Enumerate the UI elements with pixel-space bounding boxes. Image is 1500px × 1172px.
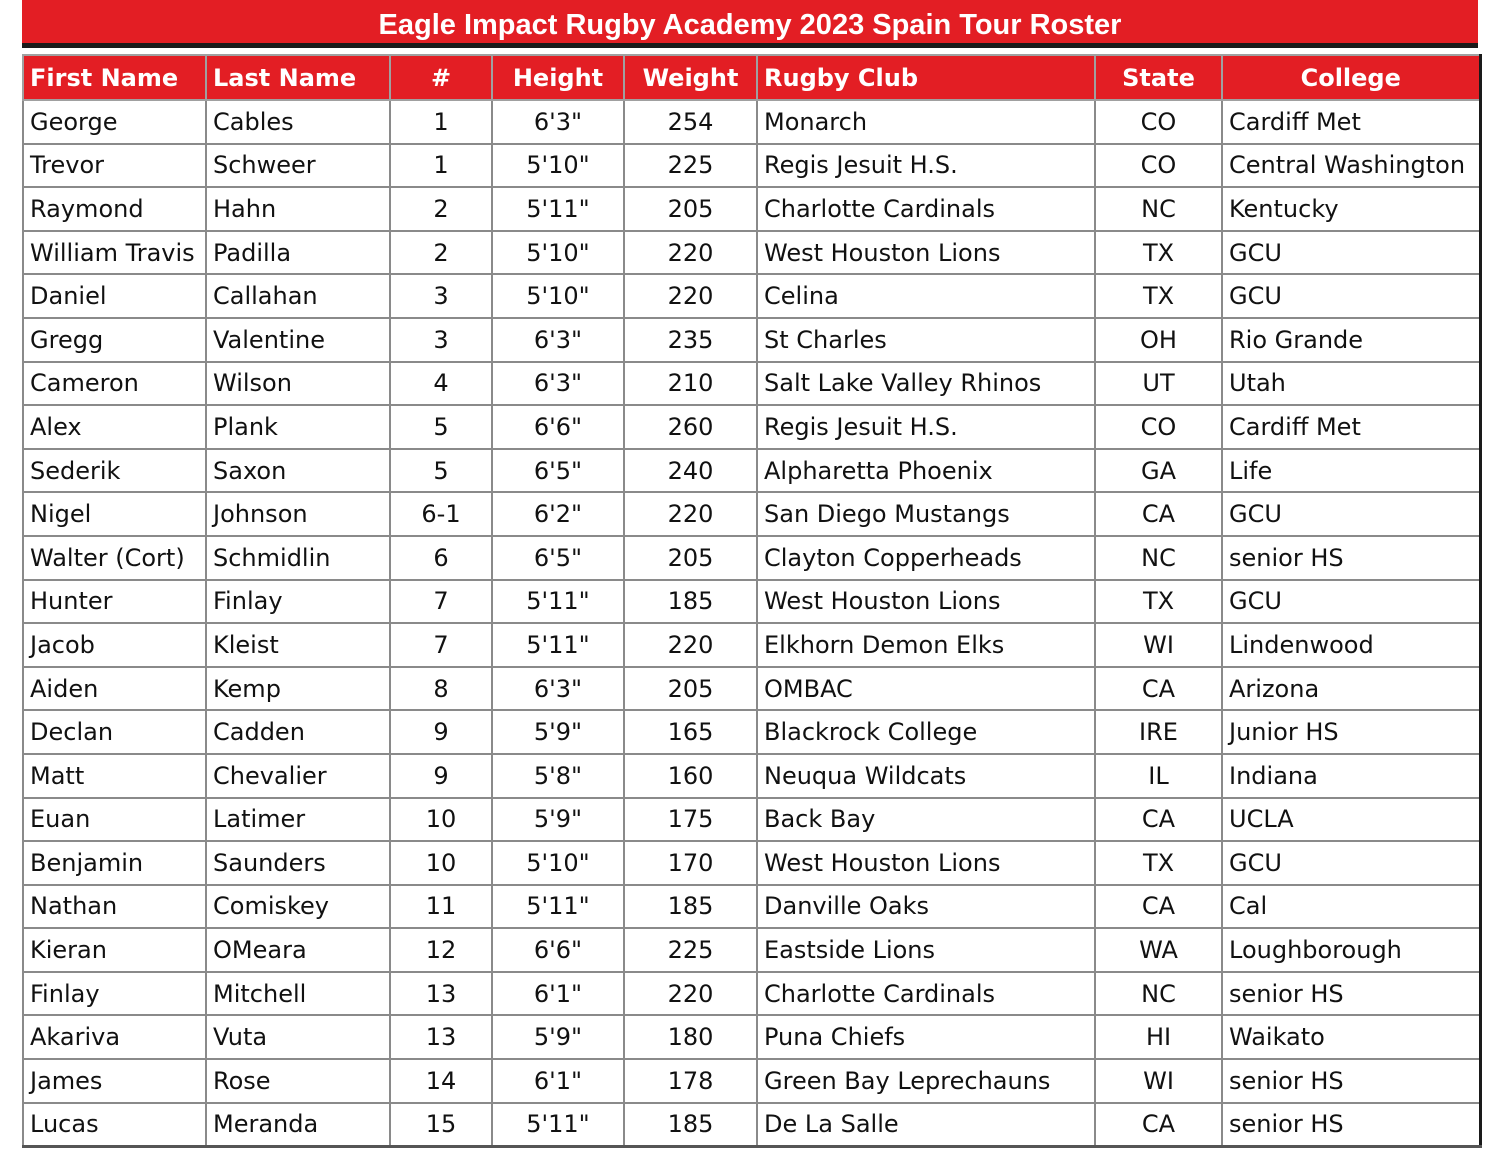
cell-first-name: Euan [23, 798, 206, 842]
cell-weight: 170 [624, 841, 757, 885]
roster-table [22, 54, 1482, 1148]
cell-college: Rio Grande [1222, 318, 1480, 362]
cell-state: TX [1095, 580, 1222, 624]
cell-first-name: Kieran [23, 928, 206, 972]
cell-first-name: Benjamin [23, 841, 206, 885]
cell-height: 5'10" [492, 144, 624, 188]
header-state: State [1095, 55, 1222, 100]
cell-height: 6'5" [492, 449, 624, 493]
cell-rugby-club: West Houston Lions [757, 841, 1095, 885]
cell-height: 6'3" [492, 100, 624, 144]
cell-weight: 178 [624, 1059, 757, 1103]
cell-college: Cal [1222, 885, 1480, 929]
cell-first-name: Nigel [23, 492, 206, 536]
table-row [23, 144, 1480, 188]
cell-height: 6'1" [492, 972, 624, 1016]
cell-number: 9 [390, 710, 492, 754]
cell-weight: 220 [624, 623, 757, 667]
cell-number: 2 [390, 187, 492, 231]
cell-height: 6'2" [492, 492, 624, 536]
header-rugby-club: Rugby Club [757, 55, 1095, 100]
table-row [23, 623, 1480, 667]
cell-last-name: Hahn [206, 187, 390, 231]
cell-college: Waikato [1222, 1015, 1480, 1059]
cell-rugby-club: Puna Chiefs [757, 1015, 1095, 1059]
cell-first-name: Gregg [23, 318, 206, 362]
cell-state: CO [1095, 405, 1222, 449]
cell-last-name: Mitchell [206, 972, 390, 1016]
cell-college: senior HS [1222, 972, 1480, 1016]
cell-college: senior HS [1222, 1103, 1480, 1147]
cell-college: Arizona [1222, 667, 1480, 711]
cell-number: 13 [390, 1015, 492, 1059]
cell-number: 6 [390, 536, 492, 580]
cell-weight: 205 [624, 187, 757, 231]
cell-number: 14 [390, 1059, 492, 1103]
cell-first-name: George [23, 100, 206, 144]
cell-last-name: Padilla [206, 231, 390, 275]
table-row [23, 841, 1480, 885]
table-row [23, 972, 1480, 1016]
cell-weight: 220 [624, 972, 757, 1016]
cell-state: GA [1095, 449, 1222, 493]
cell-college: GCU [1222, 231, 1480, 275]
cell-college: Lindenwood [1222, 623, 1480, 667]
header-number: # [390, 55, 492, 100]
cell-weight: 205 [624, 536, 757, 580]
cell-first-name: James [23, 1059, 206, 1103]
cell-weight: 185 [624, 580, 757, 624]
cell-rugby-club: San Diego Mustangs [757, 492, 1095, 536]
cell-height: 6'6" [492, 405, 624, 449]
cell-number: 3 [390, 318, 492, 362]
cell-last-name: Comiskey [206, 885, 390, 929]
header-last-name: Last Name [206, 55, 390, 100]
cell-rugby-club: Neuqua Wildcats [757, 754, 1095, 798]
table-row [23, 231, 1480, 275]
cell-weight: 185 [624, 885, 757, 929]
cell-state: UT [1095, 362, 1222, 406]
cell-number: 7 [390, 623, 492, 667]
cell-rugby-club: Blackrock College [757, 710, 1095, 754]
cell-college: Life [1222, 449, 1480, 493]
cell-state: CA [1095, 798, 1222, 842]
cell-state: IRE [1095, 710, 1222, 754]
cell-state: WI [1095, 1059, 1222, 1103]
cell-college: Cardiff Met [1222, 100, 1480, 144]
cell-state: CO [1095, 144, 1222, 188]
cell-college: Loughborough [1222, 928, 1480, 972]
cell-first-name: Declan [23, 710, 206, 754]
cell-weight: 220 [624, 492, 757, 536]
header-row [23, 55, 1480, 100]
cell-state: HI [1095, 1015, 1222, 1059]
cell-number: 11 [390, 885, 492, 929]
cell-number: 1 [390, 100, 492, 144]
cell-height: 5'10" [492, 841, 624, 885]
cell-height: 5'9" [492, 710, 624, 754]
cell-weight: 205 [624, 667, 757, 711]
cell-last-name: Chevalier [206, 754, 390, 798]
cell-weight: 260 [624, 405, 757, 449]
table-row [23, 492, 1480, 536]
cell-college: senior HS [1222, 536, 1480, 580]
cell-weight: 220 [624, 231, 757, 275]
cell-college: Cardiff Met [1222, 405, 1480, 449]
cell-height: 5'9" [492, 1015, 624, 1059]
cell-last-name: Cadden [206, 710, 390, 754]
cell-height: 5'11" [492, 623, 624, 667]
cell-number: 13 [390, 972, 492, 1016]
cell-weight: 225 [624, 928, 757, 972]
cell-rugby-club: Charlotte Cardinals [757, 187, 1095, 231]
table-row [23, 928, 1480, 972]
cell-last-name: Callahan [206, 274, 390, 318]
cell-last-name: OMeara [206, 928, 390, 972]
cell-weight: 254 [624, 100, 757, 144]
cell-rugby-club: Monarch [757, 100, 1095, 144]
cell-last-name: Plank [206, 405, 390, 449]
table-row [23, 580, 1480, 624]
header-weight: Weight [624, 55, 757, 100]
cell-state: OH [1095, 318, 1222, 362]
cell-rugby-club: Green Bay Leprechauns [757, 1059, 1095, 1103]
cell-state: IL [1095, 754, 1222, 798]
table-row [23, 362, 1480, 406]
cell-college: UCLA [1222, 798, 1480, 842]
cell-state: NC [1095, 536, 1222, 580]
cell-height: 5'10" [492, 231, 624, 275]
cell-first-name: Akariva [23, 1015, 206, 1059]
cell-height: 5'10" [492, 274, 624, 318]
cell-number: 6-1 [390, 492, 492, 536]
cell-height: 5'11" [492, 580, 624, 624]
cell-number: 4 [390, 362, 492, 406]
cell-state: CA [1095, 1103, 1222, 1147]
cell-weight: 175 [624, 798, 757, 842]
cell-state: WA [1095, 928, 1222, 972]
cell-rugby-club: Alpharetta Phoenix [757, 449, 1095, 493]
cell-last-name: Schweer [206, 144, 390, 188]
cell-first-name: William Travis [23, 231, 206, 275]
cell-height: 6'3" [492, 667, 624, 711]
cell-number: 10 [390, 798, 492, 842]
cell-last-name: Rose [206, 1059, 390, 1103]
cell-first-name: Jacob [23, 623, 206, 667]
cell-first-name: Lucas [23, 1103, 206, 1147]
cell-state: CA [1095, 667, 1222, 711]
cell-number: 10 [390, 841, 492, 885]
cell-rugby-club: Salt Lake Valley Rhinos [757, 362, 1095, 406]
cell-number: 1 [390, 144, 492, 188]
cell-college: GCU [1222, 580, 1480, 624]
cell-college: Central Washington [1222, 144, 1480, 188]
table-row [23, 667, 1480, 711]
table-row [23, 449, 1480, 493]
cell-number: 7 [390, 580, 492, 624]
cell-weight: 220 [624, 274, 757, 318]
cell-number: 9 [390, 754, 492, 798]
cell-college: GCU [1222, 841, 1480, 885]
cell-last-name: Saxon [206, 449, 390, 493]
cell-college: Kentucky [1222, 187, 1480, 231]
cell-height: 6'5" [492, 536, 624, 580]
cell-first-name: Hunter [23, 580, 206, 624]
cell-first-name: Cameron [23, 362, 206, 406]
cell-number: 8 [390, 667, 492, 711]
table-row [23, 100, 1480, 144]
cell-first-name: Matt [23, 754, 206, 798]
roster-title: Eagle Impact Rugby Academy 2023 Spain Tour Roster [22, 0, 1478, 48]
cell-last-name: Kleist [206, 623, 390, 667]
cell-weight: 210 [624, 362, 757, 406]
cell-first-name: Trevor [23, 144, 206, 188]
cell-weight: 225 [624, 144, 757, 188]
cell-rugby-club: Regis Jesuit H.S. [757, 405, 1095, 449]
cell-state: CA [1095, 492, 1222, 536]
table-row [23, 536, 1480, 580]
table-row [23, 1015, 1480, 1059]
cell-rugby-club: Celina [757, 274, 1095, 318]
cell-rugby-club: Danville Oaks [757, 885, 1095, 929]
cell-height: 5'11" [492, 885, 624, 929]
cell-last-name: Saunders [206, 841, 390, 885]
cell-state: NC [1095, 187, 1222, 231]
table-row [23, 187, 1480, 231]
cell-rugby-club: OMBAC [757, 667, 1095, 711]
cell-rugby-club: Back Bay [757, 798, 1095, 842]
cell-rugby-club: Charlotte Cardinals [757, 972, 1095, 1016]
cell-rugby-club: West Houston Lions [757, 231, 1095, 275]
cell-rugby-club: Clayton Copperheads [757, 536, 1095, 580]
table-row [23, 1103, 1480, 1147]
cell-last-name: Finlay [206, 580, 390, 624]
table-row [23, 405, 1480, 449]
cell-last-name: Johnson [206, 492, 390, 536]
cell-state: TX [1095, 274, 1222, 318]
cell-last-name: Vuta [206, 1015, 390, 1059]
table-row [23, 1059, 1480, 1103]
cell-first-name: Raymond [23, 187, 206, 231]
cell-rugby-club: De La Salle [757, 1103, 1095, 1147]
cell-weight: 160 [624, 754, 757, 798]
cell-height: 6'6" [492, 928, 624, 972]
cell-height: 5'8" [492, 754, 624, 798]
cell-first-name: Daniel [23, 274, 206, 318]
cell-height: 5'11" [492, 1103, 624, 1147]
table-row [23, 798, 1480, 842]
cell-college: Indiana [1222, 754, 1480, 798]
table-row [23, 710, 1480, 754]
cell-college: GCU [1222, 492, 1480, 536]
table-row [23, 318, 1480, 362]
cell-first-name: Walter (Cort) [23, 536, 206, 580]
cell-weight: 240 [624, 449, 757, 493]
cell-height: 5'9" [492, 798, 624, 842]
cell-college: GCU [1222, 274, 1480, 318]
cell-state: TX [1095, 231, 1222, 275]
cell-height: 5'11" [492, 187, 624, 231]
cell-first-name: Finlay [23, 972, 206, 1016]
header-height: Height [492, 55, 624, 100]
cell-last-name: Wilson [206, 362, 390, 406]
cell-weight: 180 [624, 1015, 757, 1059]
header-college: College [1222, 55, 1480, 100]
cell-college: Junior HS [1222, 710, 1480, 754]
cell-first-name: Alex [23, 405, 206, 449]
header-first-name: First Name [23, 55, 206, 100]
table-row [23, 754, 1480, 798]
cell-number: 2 [390, 231, 492, 275]
cell-weight: 235 [624, 318, 757, 362]
cell-state: CO [1095, 100, 1222, 144]
cell-college: senior HS [1222, 1059, 1480, 1103]
cell-rugby-club: Eastside Lions [757, 928, 1095, 972]
table-row [23, 885, 1480, 929]
cell-rugby-club: Elkhorn Demon Elks [757, 623, 1095, 667]
cell-weight: 185 [624, 1103, 757, 1147]
cell-number: 3 [390, 274, 492, 318]
table-row [23, 274, 1480, 318]
cell-last-name: Schmidlin [206, 536, 390, 580]
cell-state: CA [1095, 885, 1222, 929]
roster-body [23, 100, 1480, 1146]
cell-rugby-club: West Houston Lions [757, 580, 1095, 624]
cell-last-name: Kemp [206, 667, 390, 711]
cell-first-name: Sederik [23, 449, 206, 493]
cell-state: WI [1095, 623, 1222, 667]
cell-last-name: Cables [206, 100, 390, 144]
cell-weight: 165 [624, 710, 757, 754]
cell-height: 6'1" [492, 1059, 624, 1103]
cell-last-name: Meranda [206, 1103, 390, 1147]
cell-last-name: Valentine [206, 318, 390, 362]
cell-last-name: Latimer [206, 798, 390, 842]
cell-number: 5 [390, 405, 492, 449]
cell-state: TX [1095, 841, 1222, 885]
cell-height: 6'3" [492, 318, 624, 362]
cell-state: NC [1095, 972, 1222, 1016]
cell-rugby-club: Regis Jesuit H.S. [757, 144, 1095, 188]
cell-first-name: Nathan [23, 885, 206, 929]
cell-number: 15 [390, 1103, 492, 1147]
cell-first-name: Aiden [23, 667, 206, 711]
cell-height: 6'3" [492, 362, 624, 406]
cell-rugby-club: St Charles [757, 318, 1095, 362]
cell-number: 12 [390, 928, 492, 972]
cell-number: 5 [390, 449, 492, 493]
cell-college: Utah [1222, 362, 1480, 406]
